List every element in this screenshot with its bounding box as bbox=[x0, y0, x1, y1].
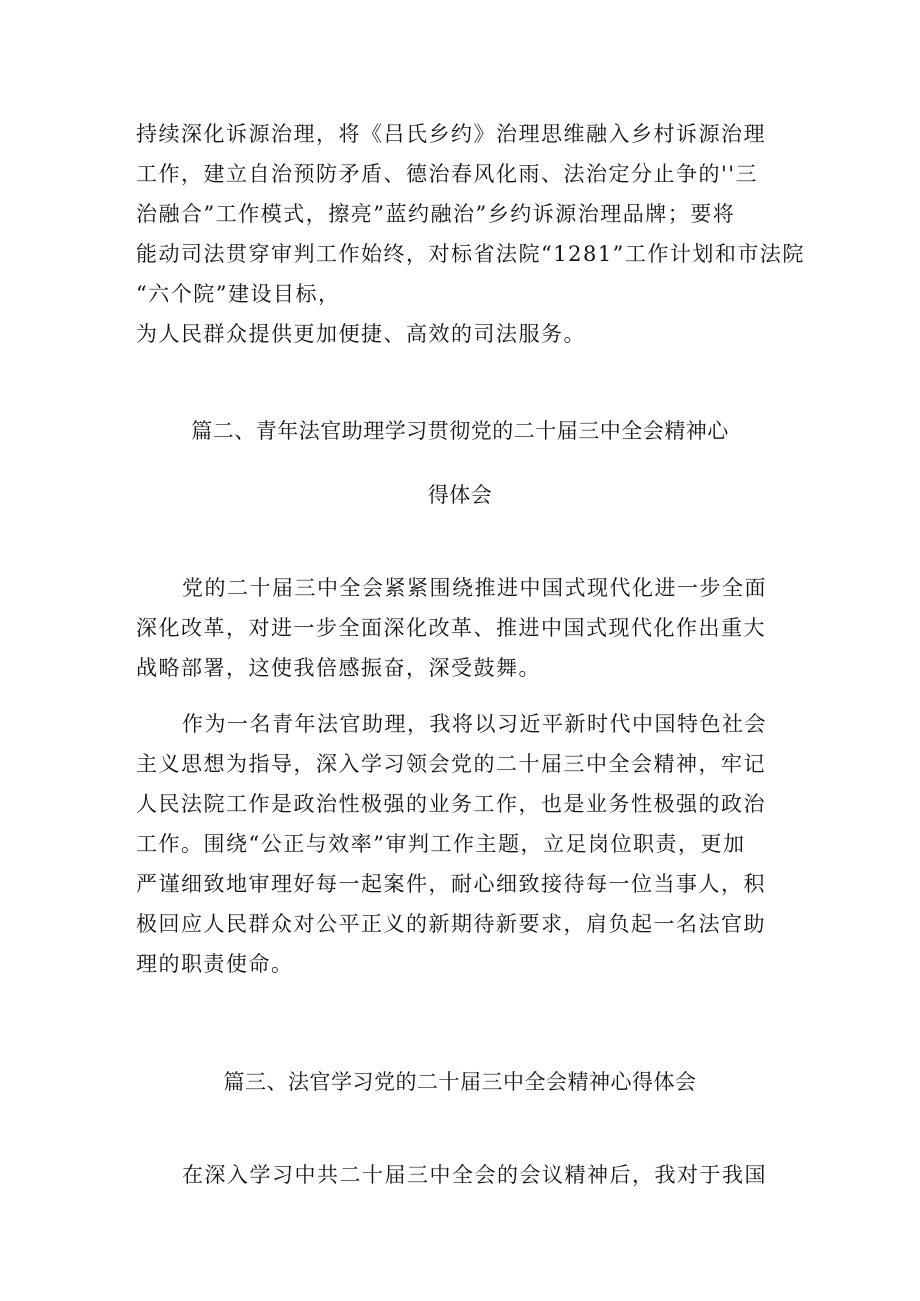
section3-paragraph-1 bbox=[136, 1155, 786, 1195]
section2-heading-line2: 得体会 bbox=[427, 483, 493, 507]
intro-line: 为人民群众提供更加便捷、高效的司法服务。 bbox=[136, 322, 586, 346]
intro-line: 能动司法贯穿审判工作始终，对标省法院“1281”工作计划和市法院 bbox=[136, 242, 805, 266]
intro-line: 工作，建立自治预防矛盾、德治春风化雨、法治定分止争的''三 bbox=[136, 162, 759, 186]
paragraph-line: 作为一名青年法官助理，我将以习近平新时代中国特色社会 bbox=[182, 712, 767, 736]
section3-heading: 篇三、法官学习党的二十届三中全会精神心得体会 bbox=[223, 1070, 697, 1094]
section2-paragraph-1 bbox=[136, 568, 786, 688]
paragraph-line: 党的二十届三中全会紧紧围绕推进中国式现代化进一步全面 bbox=[182, 576, 767, 600]
section2-heading-line1: 篇二、青年法官助理学习贯彻党的二十届三中全会精神心 bbox=[191, 419, 729, 443]
intro-line: 治融合”工作模式，擦亮”蓝约融治”乡约诉源治理品牌；要将 bbox=[136, 202, 736, 226]
paragraph-line: 在深入学习中共二十届三中全会的会议精神后，我对于我国 bbox=[182, 1163, 767, 1187]
paragraph-line: 深化改革，对进一步全面深化改革、推进中国式现代化作出重大 bbox=[136, 616, 766, 640]
intro-line: “六个院”建设目标， bbox=[136, 282, 341, 306]
paragraph-line: 战略部署，这使我倍感振奋，深受鼓舞。 bbox=[136, 656, 541, 680]
paragraph-line: 严谨细致地审理好每一起案件，耐心细致接待每一位当事人，积 bbox=[136, 872, 766, 896]
intro-paragraph bbox=[136, 114, 805, 354]
paragraph-line: 主义思想为指导，深入学习领会党的二十届三中全会精神，牢记 bbox=[136, 752, 766, 776]
paragraph-line: 人民法院工作是政治性极强的业务工作，也是业务性极强的政治 bbox=[136, 792, 766, 816]
intro-line: 持续深化诉源治理，将《吕氏乡约》治理思维融入乡村诉源治理 bbox=[136, 122, 766, 146]
paragraph-line: 工作。围绕“公正与效率”审判工作主题，立足岗位职责，更加 bbox=[136, 832, 746, 856]
paragraph-line: 理的职责使命。 bbox=[136, 952, 294, 976]
section2-paragraph-2 bbox=[136, 704, 786, 984]
paragraph-line: 极回应人民群众对公平正义的新期待新要求，肩负起一名法官助 bbox=[136, 912, 766, 936]
